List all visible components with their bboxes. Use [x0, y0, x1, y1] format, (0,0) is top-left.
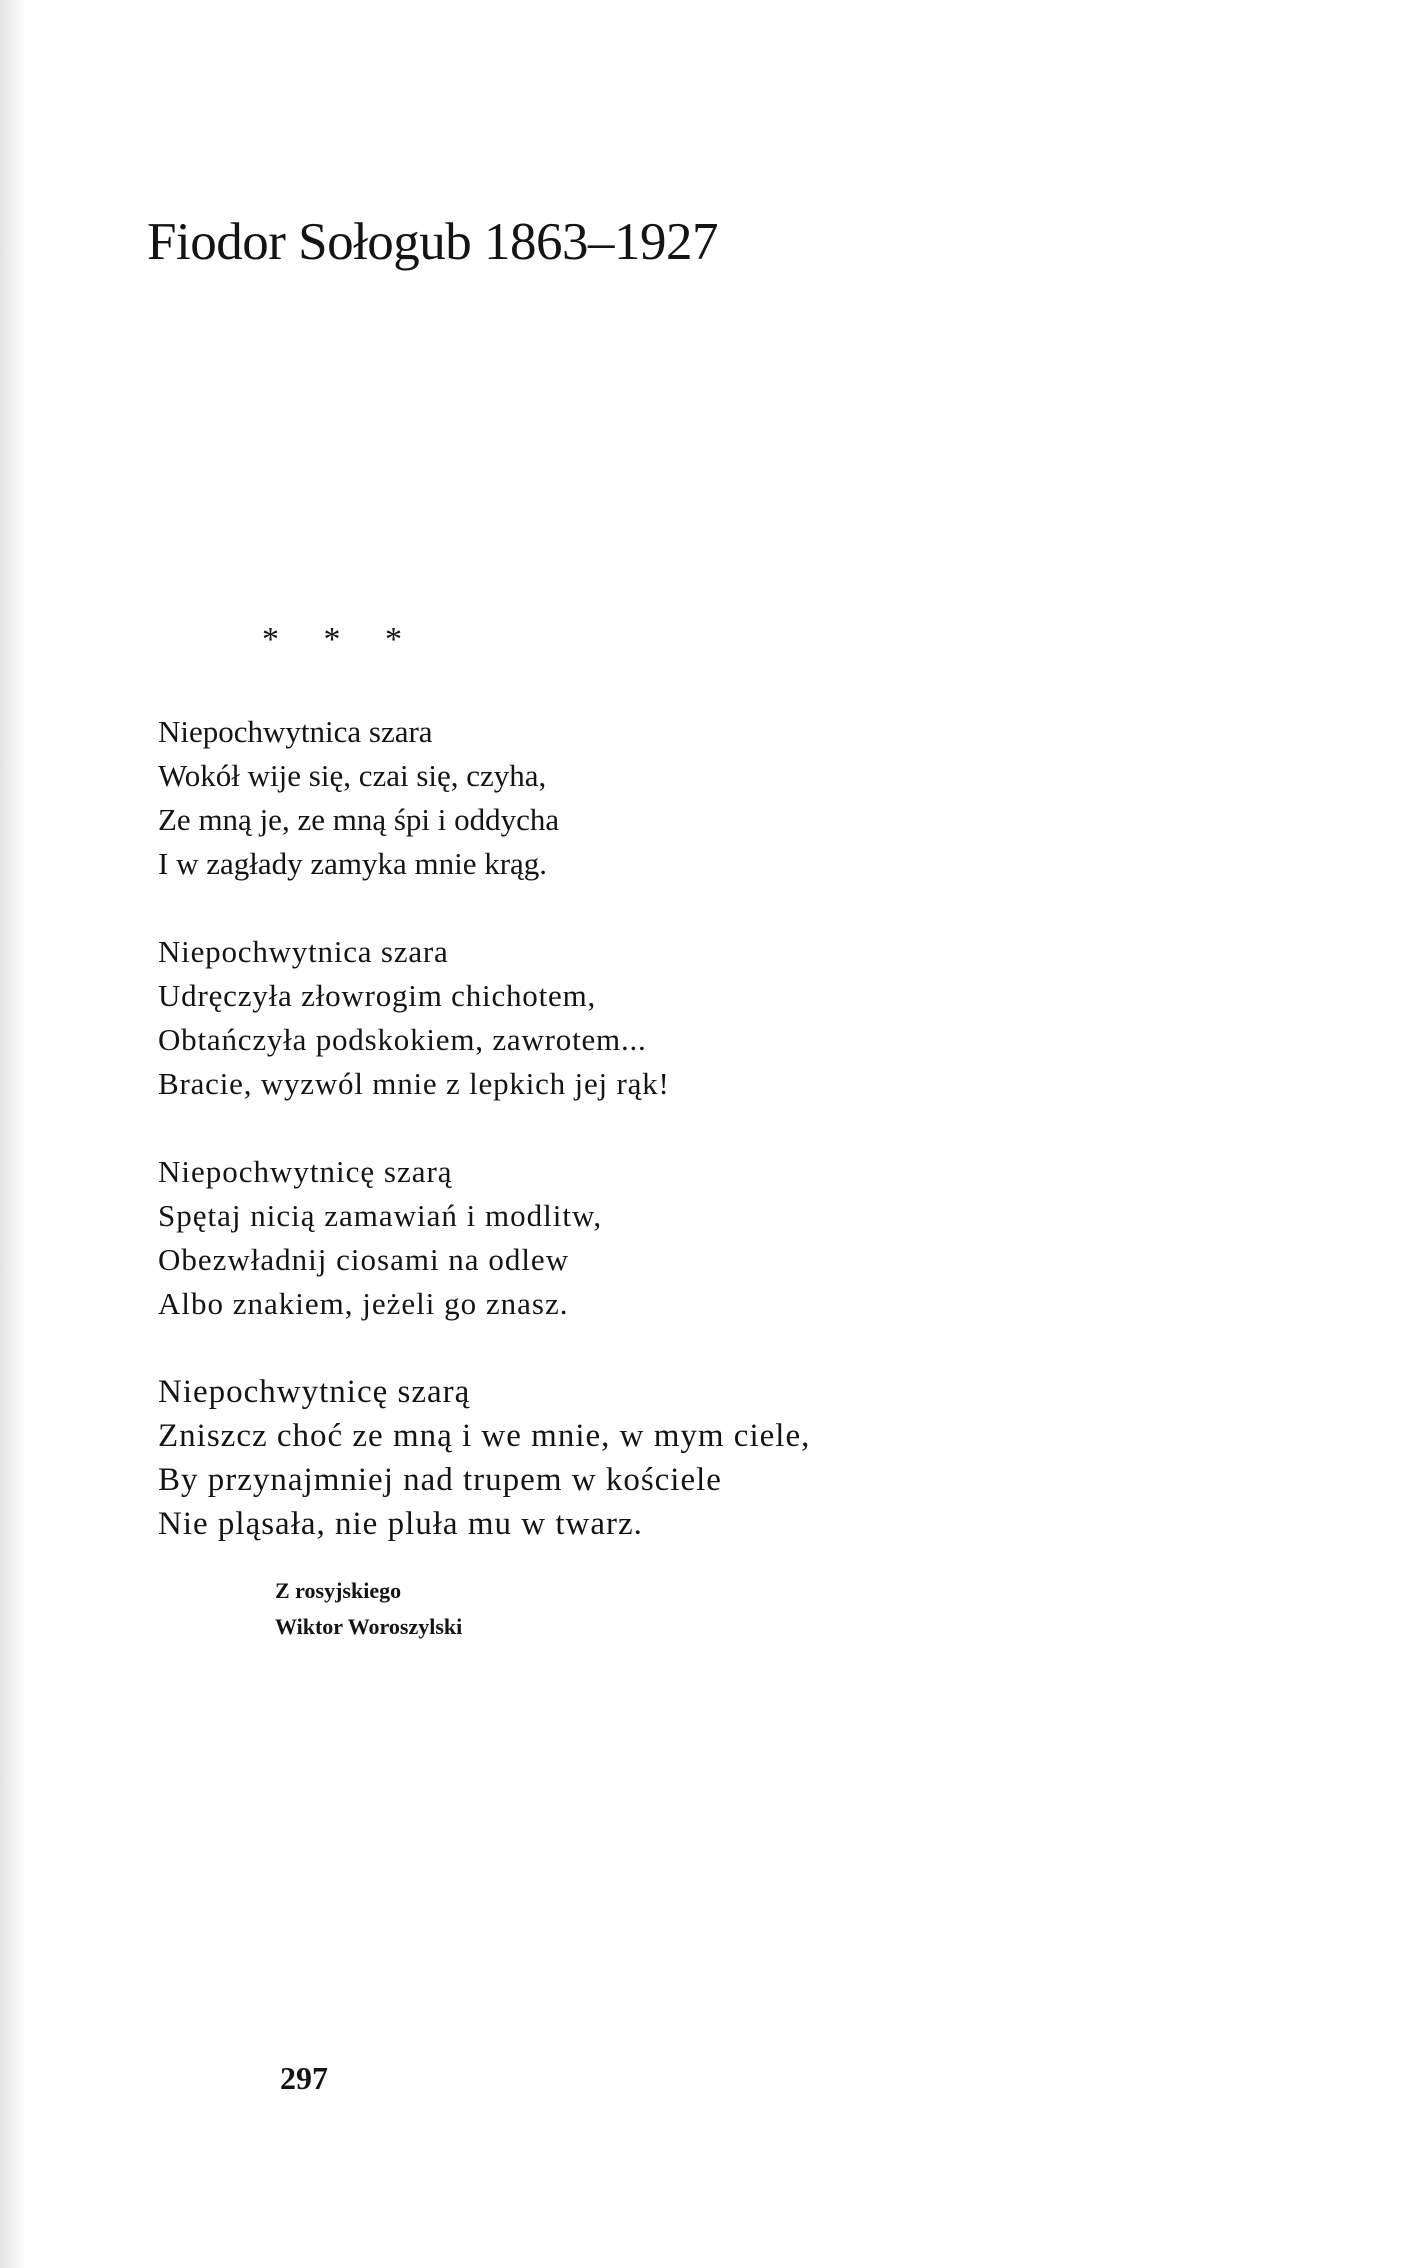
- page-number: 297: [280, 2060, 328, 2096]
- poem-line: Zniszcz choć ze mną i we mnie, w mym ciele,: [158, 1418, 811, 1454]
- poem-line: Wokół wije się, czai się, czyha,: [158, 758, 547, 793]
- poem-line: Obtańczyła podskokiem, zawrotem...: [158, 1022, 647, 1057]
- poem-line: Udręczyła złowrogim chichotem,: [158, 978, 597, 1013]
- stanza-1: [158, 710, 810, 886]
- poem-line: Niepochwytnicę szarą: [158, 1154, 453, 1189]
- translator-name: Wiktor Woroszylski: [275, 1614, 463, 1639]
- poem-line: Niepochwytnicę szarą: [158, 1374, 471, 1410]
- poem-line: Ze mną je, ze mną śpi i oddycha: [158, 802, 560, 837]
- poem-line: Albo znakiem, jeżeli go znasz.: [158, 1286, 569, 1321]
- stanza-3: [158, 1150, 810, 1326]
- poem-line: Obezwładnij ciosami na odlew: [158, 1242, 570, 1277]
- poem-body: [158, 710, 810, 1590]
- stanza-2: [158, 930, 810, 1106]
- poem-line: Bracie, wyzwól mnie z lepkich jej rąk!: [158, 1066, 670, 1101]
- translated-from-note: Z rosyjskiego: [275, 1578, 402, 1603]
- translation-credits: [275, 1573, 462, 1645]
- poem-line: I w zagłady zamyka mnie krąg.: [158, 846, 548, 881]
- poem-line: By przynajmniej nad trupem w kościele: [158, 1462, 722, 1498]
- page-title: Fiodor Sołogub 1863–1927: [147, 213, 719, 271]
- asterism-divider: * * *: [262, 621, 420, 658]
- poem-line: Nie pląsała, nie pluła mu w twarz.: [158, 1506, 643, 1542]
- poem-line: Niepochwytnica szara: [158, 714, 433, 749]
- poem-line: Spętaj nicią zamawiań i modlitw,: [158, 1198, 603, 1233]
- poem-line: Niepochwytnica szara: [158, 934, 449, 969]
- page-edge-shadow: [0, 0, 26, 2268]
- stanza-4: [158, 1370, 810, 1546]
